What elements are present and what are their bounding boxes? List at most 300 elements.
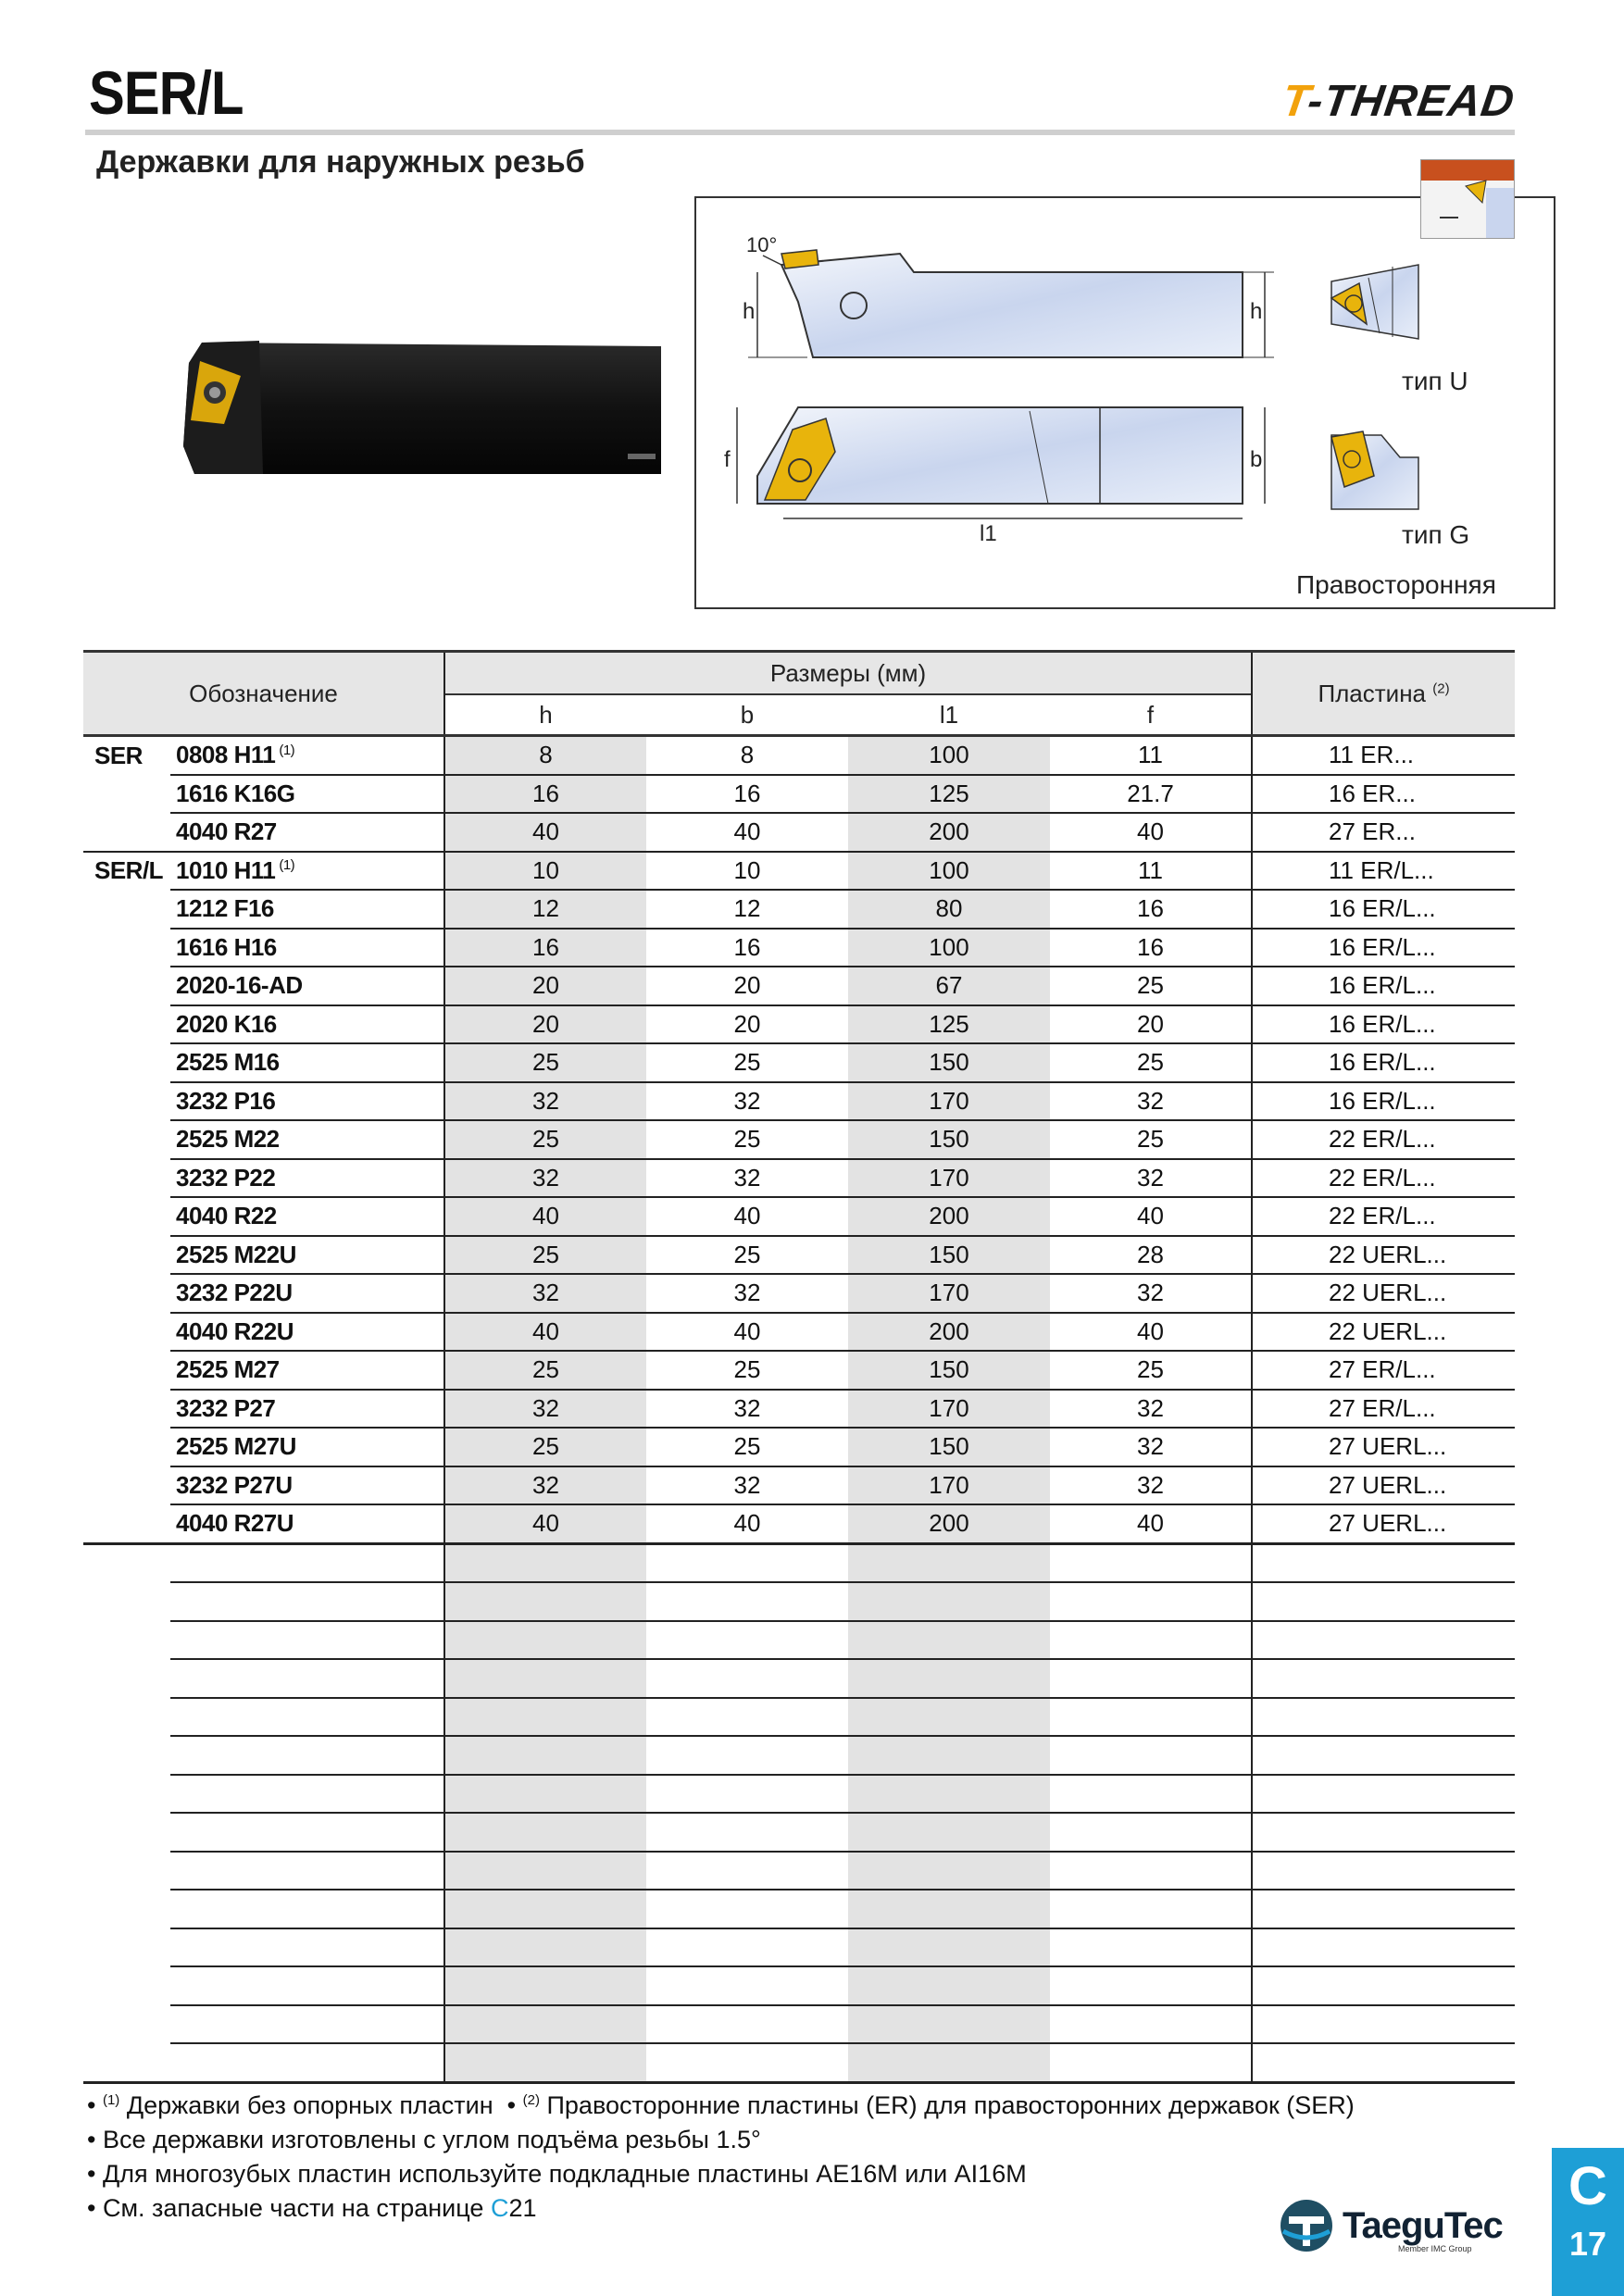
designation-cell (170, 1005, 444, 1044)
col-dimensions: Размеры (мм) (444, 652, 1252, 695)
empty-cell (444, 1621, 646, 1660)
empty-cell (848, 1698, 1050, 1737)
empty-row (83, 1928, 1515, 1967)
f-cell: 40 (1050, 1504, 1252, 1543)
empty-cell (83, 1852, 170, 1890)
insert-cell: 22 ER/L... (1252, 1159, 1515, 1198)
empty-cell (83, 1698, 170, 1737)
empty-cell (1252, 2043, 1515, 2082)
empty-cell (646, 2043, 848, 2082)
designation-cell (170, 1504, 444, 1543)
empty-cell (83, 1928, 170, 1967)
tool-holder-photo (174, 335, 661, 474)
empty-cell (444, 1582, 646, 1621)
designation-code: 2525 M27U (176, 1432, 296, 1461)
f-cell: 32 (1050, 1428, 1252, 1466)
note-line-3: • Для многозубых пластин используйте подкладные пластины AE16M или AI16M (87, 2160, 1027, 2188)
table-row (83, 890, 1515, 929)
empty-cell (1252, 1813, 1515, 1852)
empty-cell (1050, 1966, 1252, 2005)
empty-cell (444, 1966, 646, 2005)
empty-cell (444, 1659, 646, 1698)
b-cell: 40 (646, 813, 848, 852)
page-link[interactable]: C (490, 2194, 509, 2222)
h-cell: 32 (444, 1082, 646, 1121)
empty-cell (1252, 1890, 1515, 1928)
empty-cell (170, 1775, 444, 1814)
insert-cell: 16 ER/L... (1252, 967, 1515, 1005)
designation-code: 1616 H16 (176, 932, 277, 961)
insert-cell: 27 UERL... (1252, 1466, 1515, 1505)
group-cell (83, 929, 170, 967)
designation-code: 4040 R27 (176, 817, 277, 846)
empty-cell (1050, 1621, 1252, 1660)
h-cell: 25 (444, 1351, 646, 1390)
designation-code: 2525 M22 (176, 1125, 280, 1154)
section-letter: C (1568, 2156, 1607, 2216)
taegutec-logo-icon (1276, 2198, 1337, 2253)
insert-cell: 16 ER/L... (1252, 1082, 1515, 1121)
footnote-mark: (1) (279, 742, 295, 758)
type-u-label: тип U (1402, 367, 1468, 395)
group-cell (83, 1428, 170, 1466)
b-cell: 32 (646, 1390, 848, 1429)
table-row (83, 1428, 1515, 1466)
h-cell: 10 (444, 852, 646, 891)
empty-cell (83, 1813, 170, 1852)
empty-cell (170, 1698, 444, 1737)
group-cell: SER (94, 741, 143, 769)
empty-cell (83, 2005, 170, 2044)
empty-cell (848, 2043, 1050, 2082)
f-cell: 16 (1050, 929, 1252, 967)
f-cell: 32 (1050, 1390, 1252, 1429)
designation-code: 2525 M22U (176, 1240, 296, 1268)
table-row (83, 775, 1515, 814)
h-cell: 20 (444, 967, 646, 1005)
b-cell: 40 (646, 1197, 848, 1236)
empty-cell (1050, 1659, 1252, 1698)
group-cell (83, 775, 170, 814)
l1-cell: 170 (848, 1159, 1050, 1198)
designation-cell (170, 1313, 444, 1352)
empty-cell (848, 2005, 1050, 2044)
designation-cell (170, 775, 444, 814)
l1-cell: 125 (848, 775, 1050, 814)
page-title: SER/L (89, 58, 244, 127)
f-cell: 32 (1050, 1466, 1252, 1505)
empty-row (83, 1813, 1515, 1852)
f-cell: 32 (1050, 1082, 1252, 1121)
b-cell: 12 (646, 890, 848, 929)
designation-cell (170, 1043, 444, 1082)
b-cell: 25 (646, 1428, 848, 1466)
designation-code: 2020-16-AD (176, 971, 303, 1000)
l1-cell: 67 (848, 967, 1050, 1005)
empty-cell (646, 1890, 848, 1928)
spec-table (83, 650, 1515, 2084)
empty-cell (1252, 1621, 1515, 1660)
empty-cell (83, 1543, 170, 1582)
empty-cell (646, 2005, 848, 2044)
empty-cell (1050, 1736, 1252, 1775)
empty-cell (83, 1775, 170, 1814)
empty-cell (83, 1736, 170, 1775)
empty-cell (444, 1736, 646, 1775)
group-cell (83, 1274, 170, 1313)
designation-cell (170, 1159, 444, 1198)
empty-cell (444, 1698, 646, 1737)
f-cell: 25 (1050, 1043, 1252, 1082)
empty-row (83, 1698, 1515, 1737)
h-cell: 40 (444, 1313, 646, 1352)
logo-text: TaeguTec (1343, 2205, 1503, 2246)
table-row (83, 852, 1515, 891)
designation-cell (170, 1466, 444, 1505)
h-cell: 40 (444, 813, 646, 852)
b-cell: 20 (646, 967, 848, 1005)
empty-cell (444, 1928, 646, 1967)
empty-cell (646, 1775, 848, 1814)
empty-cell (1252, 1582, 1515, 1621)
empty-cell (646, 1543, 848, 1582)
empty-cell (1050, 1698, 1252, 1737)
empty-row (83, 1775, 1515, 1814)
designation-code: 4040 R22U (176, 1316, 294, 1345)
f-cell: 11 (1050, 852, 1252, 891)
designation-cell (170, 1390, 444, 1429)
designation-code: 1616 K16G (176, 779, 295, 807)
b-cell: 10 (646, 852, 848, 891)
empty-cell (83, 1966, 170, 2005)
empty-cell (444, 1775, 646, 1814)
table-body (83, 736, 1515, 2083)
empty-cell (646, 1928, 848, 1967)
l1-cell: 200 (848, 1313, 1050, 1352)
group-cell (83, 813, 170, 852)
designation-cell (170, 1120, 444, 1159)
empty-cell (1050, 1928, 1252, 1967)
l1-cell: 150 (848, 1236, 1050, 1275)
empty-cell (444, 1813, 646, 1852)
insert-cell: 16 ER/L... (1252, 1043, 1515, 1082)
h-cell: 25 (444, 1043, 646, 1082)
h-cell: 25 (444, 1120, 646, 1159)
designation-code: 4040 R22 (176, 1202, 277, 1230)
table-row (83, 1274, 1515, 1313)
empty-cell (1252, 1659, 1515, 1698)
designation-cell (170, 1428, 444, 1466)
f-cell: 11 (1050, 736, 1252, 775)
empty-cell (444, 2005, 646, 2044)
designation-cell (170, 852, 444, 891)
empty-cell (170, 1659, 444, 1698)
footnotes (87, 2083, 1355, 2226)
insert-cell: 27 ER/L... (1252, 1390, 1515, 1429)
b-cell: 32 (646, 1274, 848, 1313)
empty-cell (848, 1775, 1050, 1814)
l1-cell: 100 (848, 852, 1050, 891)
group-cell (83, 1159, 170, 1198)
f-cell: 28 (1050, 1236, 1252, 1275)
designation-cell (170, 1274, 444, 1313)
empty-cell (170, 1928, 444, 1967)
table-row (83, 1082, 1515, 1121)
insert-cell: 16 ER... (1252, 775, 1515, 814)
col-b: b (646, 694, 848, 736)
designation-cell (170, 1351, 444, 1390)
thread-thumbnail (1420, 159, 1515, 239)
insert-cell: 22 UERL... (1252, 1274, 1515, 1313)
dim-l1: l1 (980, 521, 997, 546)
insert-cell: 27 UERL... (1252, 1504, 1515, 1543)
table-row (83, 967, 1515, 1005)
h-cell: 16 (444, 775, 646, 814)
empty-cell (1252, 1852, 1515, 1890)
empty-cell (444, 2043, 646, 2082)
empty-cell (1252, 1775, 1515, 1814)
page-number: 17 (1568, 2225, 1607, 2263)
empty-cell (444, 1852, 646, 1890)
group-cell (83, 1236, 170, 1275)
table-row (83, 1313, 1515, 1352)
group-cell (83, 1466, 170, 1505)
designation-cell (170, 1197, 444, 1236)
designation-cell (170, 967, 444, 1005)
empty-cell (170, 2043, 444, 2082)
group-cell (83, 1120, 170, 1159)
table-row (83, 1390, 1515, 1429)
group-cell (83, 967, 170, 1005)
empty-cell (848, 1852, 1050, 1890)
note-line-4: • См. запасные части на странице C21 (87, 2194, 537, 2222)
dim-f: f (724, 447, 731, 472)
f-cell: 20 (1050, 1005, 1252, 1044)
l1-cell: 170 (848, 1466, 1050, 1505)
table-row (83, 1466, 1515, 1505)
empty-cell (646, 1736, 848, 1775)
insert-cell: 22 ER/L... (1252, 1197, 1515, 1236)
designation-code: 2525 M27 (176, 1355, 280, 1384)
empty-cell (170, 1813, 444, 1852)
b-cell: 20 (646, 1005, 848, 1044)
designation-cell (170, 890, 444, 929)
group-cell (83, 1504, 170, 1543)
empty-cell (1050, 1582, 1252, 1621)
f-cell: 40 (1050, 1197, 1252, 1236)
table-row (83, 1504, 1515, 1543)
group-cell: SER/L (94, 856, 164, 885)
l1-cell: 170 (848, 1082, 1050, 1121)
empty-cell (848, 1582, 1050, 1621)
table-row (83, 1351, 1515, 1390)
empty-cell (646, 1582, 848, 1621)
b-cell: 25 (646, 1120, 848, 1159)
l1-cell: 125 (848, 1005, 1050, 1044)
l1-cell: 150 (848, 1120, 1050, 1159)
b-cell: 40 (646, 1313, 848, 1352)
col-f: f (1050, 694, 1252, 736)
designation-code: 3232 P27U (176, 1470, 293, 1499)
section-tab[interactable] (1552, 2148, 1624, 2296)
type-g-label: тип G (1402, 520, 1470, 549)
note-line-1: • $^{(1)}$ Державки без опорных пластин • $^{(2)}$ Правосторонние пластины (ER) для правосторонних державок (SER) (87, 2091, 1355, 2119)
l1-cell: 100 (848, 736, 1050, 775)
l1-cell: 200 (848, 813, 1050, 852)
empty-cell (848, 1736, 1050, 1775)
empty-cell (170, 1966, 444, 2005)
dim-h-right: h (1250, 299, 1263, 324)
l1-cell: 150 (848, 1428, 1050, 1466)
empty-cell (646, 1698, 848, 1737)
hand-label: Правосторонняя (1296, 570, 1496, 599)
b-cell: 32 (646, 1466, 848, 1505)
h-cell: 32 (444, 1466, 646, 1505)
empty-cell (444, 1543, 646, 1582)
empty-cell (444, 1890, 646, 1928)
designation-code: 3232 P27 (176, 1393, 276, 1422)
empty-cell (848, 1543, 1050, 1582)
insert-cell: 27 ER... (1252, 813, 1515, 852)
empty-cell (1050, 2043, 1252, 2082)
group-cell (83, 1197, 170, 1236)
empty-cell (1252, 1543, 1515, 1582)
table-row (83, 1043, 1515, 1082)
b-cell: 32 (646, 1159, 848, 1198)
empty-row (83, 1966, 1515, 2005)
empty-row (83, 2005, 1515, 2044)
f-cell: 25 (1050, 1120, 1252, 1159)
insert-cell: 16 ER/L... (1252, 929, 1515, 967)
empty-cell (646, 1621, 848, 1660)
empty-row (83, 1890, 1515, 1928)
empty-cell (848, 1928, 1050, 1967)
insert-cell: 22 ER/L... (1252, 1120, 1515, 1159)
empty-cell (170, 2005, 444, 2044)
empty-cell (1252, 1928, 1515, 1967)
h-cell: 25 (444, 1236, 646, 1275)
b-cell: 25 (646, 1351, 848, 1390)
table-row (83, 929, 1515, 967)
dim-h-left: h (743, 299, 756, 324)
l1-cell: 170 (848, 1274, 1050, 1313)
dim-b: b (1250, 447, 1263, 472)
designation-code: 2020 K16 (176, 1009, 277, 1038)
designation-code: 2525 M16 (176, 1048, 280, 1077)
insert-cell: 22 UERL... (1252, 1313, 1515, 1352)
table-row (83, 736, 1515, 775)
footnote-mark: (1) (279, 857, 295, 874)
h-cell: 8 (444, 736, 646, 775)
l1-cell: 200 (848, 1504, 1050, 1543)
group-cell (83, 1043, 170, 1082)
designation-cell (170, 813, 444, 852)
insert-cell: 16 ER/L... (1252, 890, 1515, 929)
empty-cell (1252, 1966, 1515, 2005)
designation-code: 1010 H11 (176, 855, 276, 884)
b-cell: 16 (646, 775, 848, 814)
b-cell: 32 (646, 1082, 848, 1121)
h-cell: 16 (444, 929, 646, 967)
b-cell: 16 (646, 929, 848, 967)
h-cell: 32 (444, 1390, 646, 1429)
group-cell (83, 890, 170, 929)
empty-cell (848, 1966, 1050, 2005)
b-cell: 25 (646, 1236, 848, 1275)
h-cell: 25 (444, 1428, 646, 1466)
empty-cell (1050, 1813, 1252, 1852)
f-cell: 21.7 (1050, 775, 1252, 814)
l1-cell: 150 (848, 1043, 1050, 1082)
empty-row (83, 1543, 1515, 1582)
empty-cell (83, 1659, 170, 1698)
col-insert: Пластина $^{(2)}$ (1252, 652, 1515, 736)
empty-cell (1252, 1736, 1515, 1775)
designation-cell (170, 1236, 444, 1275)
b-cell: 25 (646, 1043, 848, 1082)
h-cell: 20 (444, 1005, 646, 1044)
empty-row (83, 1736, 1515, 1775)
empty-cell (848, 1659, 1050, 1698)
b-cell: 8 (646, 736, 848, 775)
table-row (83, 1120, 1515, 1159)
empty-cell (1050, 2005, 1252, 2044)
table-row (83, 1197, 1515, 1236)
empty-cell (83, 1890, 170, 1928)
designation-cell (170, 736, 444, 775)
designation-cell (170, 1082, 444, 1121)
l1-cell: 150 (848, 1351, 1050, 1390)
empty-row (83, 1621, 1515, 1660)
insert-cell: 16 ER/L... (1252, 1005, 1515, 1044)
empty-cell (646, 1659, 848, 1698)
empty-cell (1050, 1890, 1252, 1928)
group-cell (83, 1351, 170, 1390)
group-cell (83, 1005, 170, 1044)
brand-logo: T-THREAD (1279, 77, 1518, 126)
empty-cell (170, 1621, 444, 1660)
empty-cell (1252, 2005, 1515, 2044)
empty-cell (1050, 1543, 1252, 1582)
empty-cell (848, 1813, 1050, 1852)
insert-cell: 11 ER/L... (1252, 852, 1515, 891)
f-cell: 40 (1050, 813, 1252, 852)
table-row (83, 1159, 1515, 1198)
empty-row (83, 1852, 1515, 1890)
angle-label: 10° (746, 233, 778, 256)
l1-cell: 100 (848, 929, 1050, 967)
empty-cell (170, 1543, 444, 1582)
designation-code: 3232 P22U (176, 1279, 293, 1307)
col-designation: Обозначение (83, 652, 444, 736)
designation-code: 3232 P16 (176, 1086, 276, 1115)
note-line-2: • Все державки изготовлены с углом подъёма резьбы 1.5° (87, 2126, 761, 2153)
designation-code: 1212 F16 (176, 894, 274, 923)
col-h: h (444, 694, 646, 736)
f-cell: 32 (1050, 1274, 1252, 1313)
page-subtitle: Державки для наружных резьб (96, 144, 585, 180)
designation-cell (170, 929, 444, 967)
table-row (83, 1236, 1515, 1275)
empty-cell (848, 1890, 1050, 1928)
insert-cell: 27 UERL... (1252, 1428, 1515, 1466)
empty-cell (1050, 1852, 1252, 1890)
b-cell: 40 (646, 1504, 848, 1543)
empty-cell (1252, 1698, 1515, 1737)
empty-cell (848, 1621, 1050, 1660)
h-cell: 12 (444, 890, 646, 929)
group-cell (83, 1313, 170, 1352)
